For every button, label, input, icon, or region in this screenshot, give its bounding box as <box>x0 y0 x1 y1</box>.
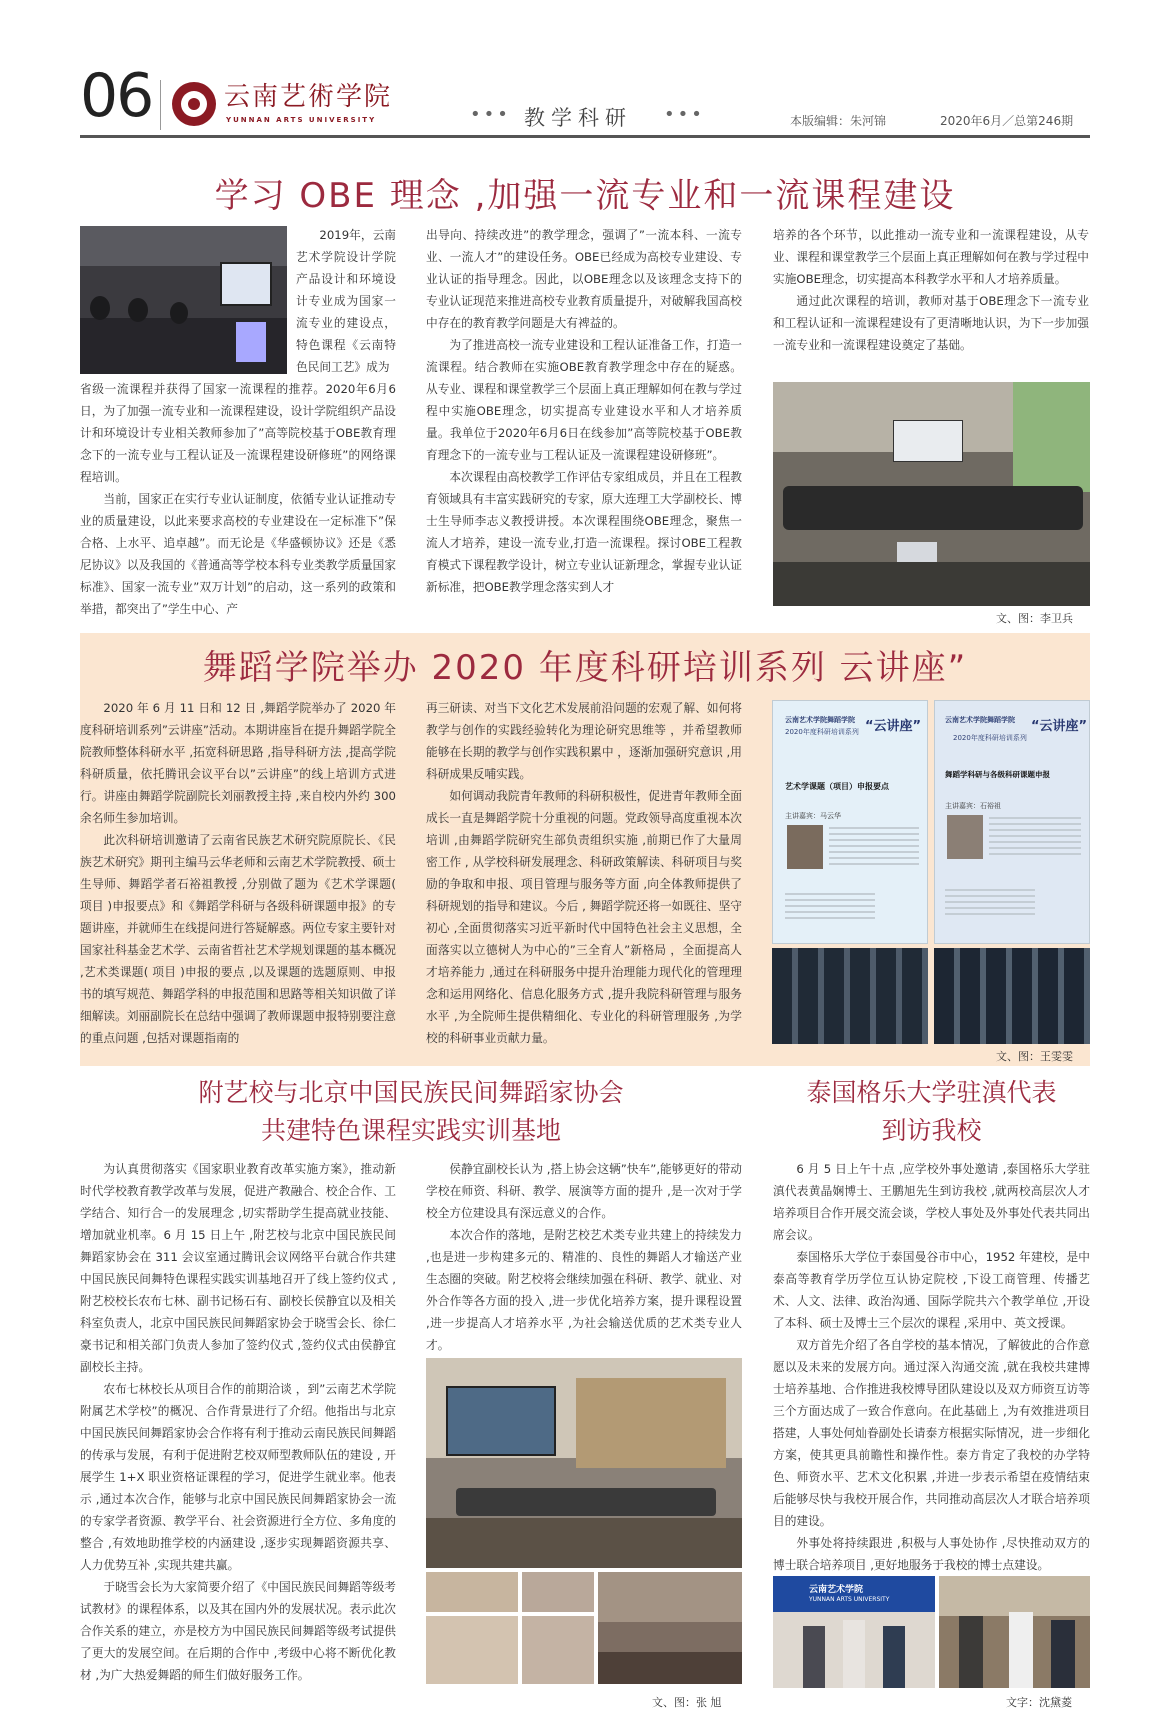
poster2-speaker-photo <box>947 815 983 859</box>
article1-col3-p2: 通过此次课程的培训，教师对基于OBE理念下一流专业和工程认证和一流课程建设有了更清晰地认识，为下一步加强一流专业和一流课程建设奠定了基础。 <box>773 294 1089 352</box>
article3-col1 <box>80 1158 396 1686</box>
article1-title: 学习 OBE 理念 ,加强一流专业和一流课程建设 <box>214 176 956 216</box>
article3-title-line2: 共建特色课程实践实训基地 <box>260 1115 561 1145</box>
article4-title-line1: 泰国格乐大学驻滇代表 <box>806 1078 1057 1107</box>
article2-video-grid-2 <box>934 948 1090 1044</box>
editor-credit: 本版编辑：朱河锦 <box>790 114 887 128</box>
section-dots-right: ••• <box>664 104 705 125</box>
poster2-line1: 云南艺术学院舞蹈学院 <box>945 716 1015 724</box>
header-rule <box>80 135 1090 138</box>
article3-col2-p2: 本次合作的落地，是附艺校艺术类专业共建上的持续发力 ,也是进一步构建多元的、精准的、良性的舞蹈人才输送产业生态圈的突破。附艺校将会继续加强在科研、教学、就业、对外合作等各方面的投入 ,进一步优化培养方案，提升课程设置 ,进一步提高人才培养水平 ,为社会输送优质的艺术类专业人才。 <box>426 1228 742 1352</box>
page-number: 06 <box>80 61 153 131</box>
conference-screen <box>446 1386 556 1456</box>
article4-title <box>773 1074 1090 1149</box>
article1-col2-p3: 本次课程由高校教学工作评估专家组成员，并且在工程教育领域具有丰富实践研究的专家，原大连理工大学副校长、博士生导师李志义教授讲授。本次课程围绕OBE理念，聚焦一流人才培养，建设一流专业,打造一流课程。探讨OBE工程教育模式下课程教学设计，树立专业认证新理念，掌握专业认证新标准，把OBE教学理念落实到人才 <box>426 470 742 594</box>
article1-col1-wrap <box>296 224 396 378</box>
article4-p4: 外事处将持续跟进 ,积极与人事处协作 ,尽快推动双方的博士联合培养项目 ,更好地服务于我校的博士点建设。 <box>773 1536 1090 1572</box>
article1-col1-p2: 当前，国家正在实行专业认证制度，依循专业认证推动专业的质量建设，以此来要求高校的专业建设在一定标准下”保合格、上水平、追卓越”。而无论是《华盛顿协议》还是《悉尼协议》以及我国的《普通高等学校本科专业类教学质量国家标准》、国家一流专业”双万计划”的启动，这一系列的政策和举措，都突出了”学生中心、产 <box>80 492 396 616</box>
poster1-line2: 2020年度科研培训系列 <box>785 728 859 736</box>
school-logo-dot <box>188 98 200 110</box>
issue-info: 2020年6月／总第246期 <box>940 114 1074 128</box>
article4-p2: 泰国格乐大学位于泰国曼谷市中心，1952 年建校，是中泰高等教育学历学位互认协定院校 ,下设工商管理、传播艺术、人文、法律、政治沟通、国际学院共六个教学单位 ,开设了本科、硕士及博士三个层次的课程 ,采用中、英文授课。 <box>773 1250 1090 1330</box>
article4-photo-right <box>939 1576 1090 1688</box>
banner-name-cn: 云南艺术学院 <box>809 1585 864 1595</box>
article2-col1-p2: 此次科研培训邀请了云南省民族艺术研究院原院长、《民族艺术研究》期刊主编马云华老师和云南艺术学院教授、硕士生导师、舞蹈学者石裕祖教授 ,分别做了题为《艺术学课题( 项目 )申报要点》和《舞蹈学科研与各级科研课题申报》的专题讲座，并就师生在线提问进行答疑解惑。两位专家主要针对国家社科基金艺术学、云南省哲社艺术学规划课题的基本概况 ,艺术类课题( 项目 )申报的要点 ,以及课题的选题原则、申报书的填写规范、舞蹈学科的申报范围和思路等相关知识做了详细解读。刘丽副院长在总结中强调了教师课题申报特别要注意的重点问题 ,包括对课题指南的 <box>80 833 396 1045</box>
article3-photo-small-4 <box>522 1616 594 1684</box>
article4-photo-left <box>773 1576 935 1688</box>
banner-name-en: YUNNAN ARTS UNIVERSITY <box>809 1596 890 1603</box>
poster1-topic: 艺术学课题（项目）申报要点 <box>785 782 889 791</box>
article1-col2-p2: 为了推进高校一流专业建设和工程认证准备工作，打造一流课程。结合教师在实施OBE教育教学理念中存在的疑惑。从专业、课程和课堂教学三个层面上真正理解如何在教与学过程中实施OBE理念，切实提高专业建设水平和人才培养质量。我单位于2020年6月6日在线参加”高等院校基于OBE教育理念下的一流专业与工程认证及一流课程建设研修班”。 <box>426 338 742 462</box>
poster1-speaker-photo <box>787 825 823 869</box>
article1-credit: 文、图：李卫兵 <box>996 612 1073 625</box>
article4-p3: 双方首先介绍了各自学校的基本情况，了解彼此的合作意愿以及未来的发展方向。通过深入沟通交流 ,就在我校共建博士培养基地、合作推进我校博导团队建设以及双方师资互访等三个方面达成了一致合作意向。在此基础上 ,为有效推进项目搭建，人事处何灿眷副处长请泰方根据实际情况，进一步细化方案，使其更具前瞻性和操作性。泰方肯定了我校的办学特色、师资水平、艺术文化积累 ,并进一步表示希望在疫情结束后能够尽快与我校开展合作，共同推动高层次人才联合培养项目的建设。 <box>773 1338 1090 1528</box>
article1-col2-p1: 出导向、持续改进”的教学理念，强调了”一流本科、一流专业、一流人才”的建设任务。OBE已经成为高校专业建设、专业认证的指导理念。因此，以OBE理念以及该理念支持下的专业认证现范来推进高校专业教育质量提升，对破解我国高校中存在的教育教学问题是大有裨益的。 <box>426 228 742 330</box>
article2-title: 舞蹈学院举办 2020 年度科研培训系列 云讲座” <box>202 648 968 688</box>
article2-col1-p1: 2020 年 6 月 11 日和 12 日 ,舞蹈学院举办了 2020 年度科研培训系列”云讲座”活动。本期讲座旨在提升舞蹈学院全院教师整体科研水平 ,拓宽科研思路 ,指导科研方法 ,提高学院科研质量，依托腾讯会议平台以”云讲座”的线上培训方式进行。讲座由舞蹈学院副院长刘丽教授主持 ,来自校内外约 300 余名师生参加培训。 <box>80 701 396 825</box>
article3-col1-p3: 于晓雪会长为大家简要介绍了《中国民族民间舞蹈等级考试教材》的课程体系，以及其在国内外的发展状况。表示此次合作关系的建立，亦是校方为中国民族民间舞蹈等级考试提供了更大的发展空间。在后期的合作中 ,考级中心将不断优化教材 ,为广大热爱舞蹈的师生们做好服务工作。 <box>80 1580 396 1682</box>
article1-col3 <box>773 224 1089 356</box>
article4-title-line2: 到访我校 <box>881 1115 982 1145</box>
section-dots-left: ••• <box>470 104 511 125</box>
article2-col1 <box>80 697 396 1049</box>
article3-col2 <box>426 1158 742 1356</box>
article3-photo-small-1 <box>426 1572 518 1612</box>
article4-credit: 文字：沈黛菱 <box>1006 1696 1072 1709</box>
poster2-line2: 2020年度科研培训系列 <box>953 734 1027 742</box>
article4-p1: 6 月 5 日上午十点 ,应学校外事处邀请 ,泰国格乐大学驻滇代表黄晶娴博士、王鹏旭先生到访我校 ,就两校高层次人才培养项目合作开展交流会谈，学校人事处及外事处代表共同出席会议。 <box>773 1162 1090 1242</box>
article2-credit: 文、图：王雯雯 <box>996 1050 1073 1063</box>
article1-photo-classroom <box>80 226 287 374</box>
article1-col1-p1: 省级一流课程并获得了国家一流课程的推荐。2020年6月6日，为了加强一流专业和一流课程建设，设计学院组织产品设计和环境设计专业相关教师参加了”高等院校基于OBE教育理念下的一流专业与工程认证及一流课程建设研修班”的网络课程培训。 <box>80 382 396 484</box>
article3-photo-small-3 <box>426 1616 518 1684</box>
article4-body <box>773 1158 1090 1576</box>
article3-title-line1: 附艺校与北京中国民族民间舞蹈家协会 <box>198 1078 624 1107</box>
header-divider <box>160 80 161 130</box>
meeting-screen <box>893 420 963 462</box>
poster2-topic: 舞蹈学科研与各级科研课题申报 <box>945 770 1050 779</box>
poster2-tag: “云讲座” <box>1031 719 1088 734</box>
projector-screen <box>220 262 272 306</box>
poster1-tag: “云讲座” <box>865 719 922 734</box>
article3-credit: 文、图：张 旭 <box>652 1696 722 1709</box>
section-title: 教学科研 <box>524 106 632 130</box>
article2-poster-2 <box>934 700 1090 944</box>
article2-col2 <box>426 697 742 1049</box>
article3-photo-small-2 <box>522 1572 594 1612</box>
article1-col3-p1: 培养的各个环节，以此推动一流专业和一流课程建设，从专业、课程和课堂教学三个层面上真正理解如何在教与学过程中实施OBE理念，切实提高本科教学水平和人才培养质量。 <box>773 228 1089 286</box>
article3-photo-small-5 <box>598 1572 742 1684</box>
article2-video-grid-1 <box>772 948 928 1044</box>
poster1-speaker: 主讲嘉宾：马云华 <box>785 812 841 820</box>
poster2-speaker: 主讲嘉宾：石裕祖 <box>945 802 1001 810</box>
school-name-cn: 云南艺術学院 <box>224 82 393 112</box>
article3-col1-p2: 农布七林校长从项目合作的前期洽谈 ，到”云南艺术学院附属艺术学校”的概况、合作背景进行了介绍。他指出与北京中国民族民间舞蹈家协会合作将有利于推动云南民族民间舞蹈的传承与发展，有利于促进附艺校双师型教师队伍的建设 , 开展学生 1+X 职业资格证课程的学习，促进学生就业率。他表示 ,通过本次合作，能够与北京中国民族民间舞蹈家协会一流的专家学者资源、教学平台、社会资源进行全方位、多角度的整合 ,有效地助推学校的内涵建设 ,逐步实现舞蹈资源共享、人力优势互补 ,实现共建共赢。 <box>80 1382 396 1572</box>
article2-col2-p1: 再三研读、对当下文化艺术发展前沿问题的宏观了解、如何将教学与创作的实践经验转化为理论研究思维等 ，并希望教师能够在长期的教学与创作实践积累中 ，逐渐加强研究意识 ,用科研成果反哺实践。 <box>426 701 742 781</box>
article3-col1-p1: 为认真贯彻落实《国家职业教育改革实施方案》，推动新时代学校教育教学改革与发展，促进产教融合、校企合作、工学结合、知行合一的发展理念 ,切实帮助学生提高就业技能、增加就业机率。6 月 15 日上午 ,附艺校与北京中国民族民间舞蹈家协会在 311 会议室通过腾讯会议网络平台就合作共建中国民族民间舞特色课程实践实训基地召开了线上签约仪式 ,附艺校校长农布七林、副书记杨石有、副校长侯静宜以及相关科室负责人，北京中国民族民间舞蹈家协会于晓雪会长、徐仁豪书记和相关部门负责人参加了签约仪式 ,签约仪式由侯静宜副校长主持。 <box>80 1162 396 1374</box>
article1-col1-wrap-text: 2019年，云南艺术学院设计学院产品设计和环境设计专业成为国家一流专业的建设点，特色课程《云南特色民间工艺》成为 <box>296 228 396 374</box>
article3-col2-p1: 侯静宜副校长认为 ,搭上协会这辆”快车”,能够更好的带动学校在师资、科研、教学、展演等方面的提升 ,是一次对于学校全方位建设具有深远意义的合作。 <box>426 1162 742 1220</box>
article3-photo-signing <box>426 1358 742 1568</box>
article1-col2 <box>426 224 742 598</box>
article2-col2-p2: 如何调动我院青年教师的科研积极性，促进青年教师全面成长一直是舞蹈学院十分重视的问题。党政领导高度重视本次培训 ,由舞蹈学院研究生部负责组织实施 ,前期已作了大量周密工作 , 从学校科研发展理念、科研政策解读、科研项目与奖励的争取和申报、项目管理与服务等方面 ,向全体教师提供了科研规划的指导和建议。今后 , 舞蹈学院还将一如既往、坚守初心 ,全面贯彻落实习近平新时代中国特色社会主义思想，全面落实以立德树人为中心的”三全育人”新格局 ，全面提高人才培养能力 ,通过在科研服务中提升治理能力现代化的管理理念和运用网络化、信息化服务方式 ,提升我院科研管理与服务水平 ,为全院师生提供精细化、专业化的科研管理服务 ,为学校的科研事业贡献力量。 <box>426 789 742 1045</box>
school-name-en: YUNNAN ARTS UNIVERSITY <box>226 116 377 124</box>
article1-col1 <box>80 378 396 620</box>
article1-photo-meeting-room <box>773 382 1090 606</box>
poster1-line1: 云南艺术学院舞蹈学院 <box>785 716 855 724</box>
article2-poster-1 <box>772 700 928 944</box>
article3-title <box>80 1074 742 1149</box>
